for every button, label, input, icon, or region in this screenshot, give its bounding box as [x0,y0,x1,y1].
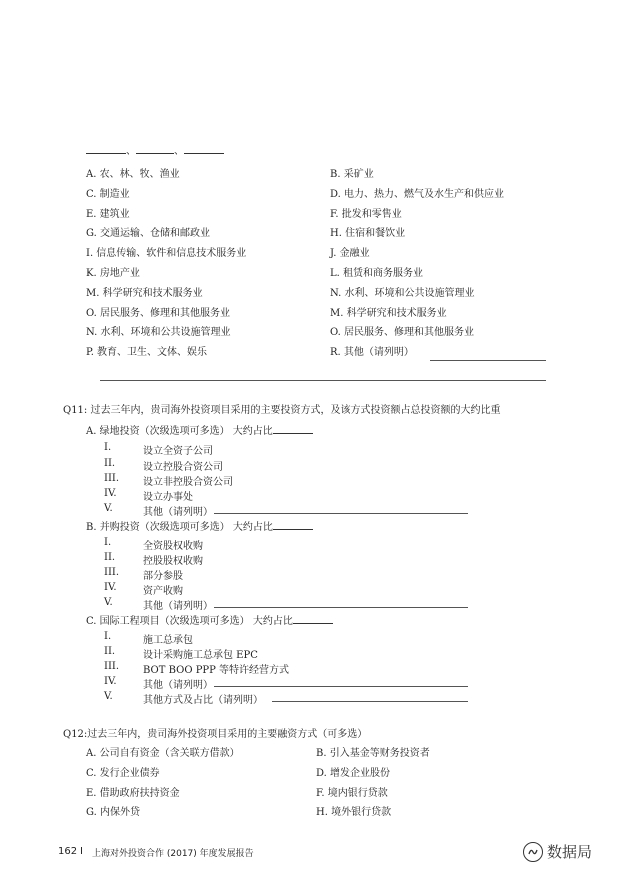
section-c-label: C. 国际工程项目（次级选项可多选） 大约占比 [86,616,293,627]
item-number: I. [104,442,112,453]
ratio-input[interactable] [273,520,313,530]
other-fill-line[interactable] [430,360,546,361]
option-item[interactable]: C. 制造业 [86,189,130,200]
sub-option[interactable]: 其他（请列明） [143,680,213,691]
watermark-text: 数据局 [547,843,593,861]
sub-option[interactable]: 设立办事处 [143,492,193,503]
sub-option[interactable]: 控股股权收购 [143,556,203,567]
option-item[interactable]: P. 教育、卫生、文体、娱乐 [86,347,208,358]
top-blank-row [86,142,224,157]
option-item[interactable]: G. 交通运输、仓储和邮政业 [86,228,210,239]
q12-option[interactable]: H. 境外银行贷款 [316,807,392,818]
q12-option[interactable]: D. 增发企业股份 [316,768,391,779]
item-number: III. [104,661,120,672]
item-number: V. [104,597,113,608]
sub-option[interactable]: 施工总承包 [143,635,193,646]
ratio-input[interactable] [273,424,313,434]
page-number: 162 [58,846,78,857]
sub-option[interactable]: 设立控股合资公司 [143,462,223,473]
option-item[interactable]: A. 农、林、牧、渔业 [86,169,180,180]
option-item[interactable]: I. 信息传输、软件和信息技术服务业 [86,248,247,259]
item-number: V. [104,503,113,514]
q11-title: Q11: 过去三年内，贵司海外投资项目采用的主要投资方式，及该方式投资额占总投资额的大约比重 [63,405,501,416]
sub-option[interactable]: BOT BOO PPP 等特许经营方式 [143,665,290,676]
item-number: I. [104,537,112,548]
sub-option[interactable]: 设立全资子公司 [143,446,213,457]
q12-option[interactable]: B. 引入基金等财务投资者 [316,748,430,759]
other-fill-line[interactable] [214,686,468,687]
option-item[interactable]: M. 科学研究和技术服务业 [330,308,447,319]
blank-3[interactable] [184,144,224,154]
option-item[interactable]: R. 其他（请列明） [330,347,414,358]
option-item[interactable]: M. 科学研究和技术服务业 [86,288,203,299]
option-item[interactable]: E. 建筑业 [86,209,130,220]
q12-option[interactable]: G. 内保外贷 [86,807,140,818]
footer-separator: I [80,846,83,857]
item-number: III. [104,567,120,578]
q12-option[interactable]: F. 境内银行贷款 [316,788,388,799]
q11-section-c [86,612,333,627]
option-item[interactable]: B. 采矿业 [330,169,374,180]
q12-option[interactable]: E. 借助政府扶持资金 [86,788,180,799]
option-item[interactable]: N. 水利、环境和公共设施管理业 [86,327,231,338]
report-title: 上海对外投资合作 (2017) 年度发展报告 [92,849,254,859]
q11-section-a [86,422,313,437]
sub-option[interactable]: 部分参股 [143,571,183,582]
item-number: IV. [104,676,117,687]
item-number: II. [104,552,116,563]
sub-option[interactable]: 其他（请列明） [143,601,213,612]
q11-section-b [86,518,313,533]
other-fill-line-long[interactable] [100,380,546,381]
q12-option[interactable]: A. 公司自有资金（含关联方借款） [86,748,240,759]
q12-option[interactable]: C. 发行企业债券 [86,768,160,779]
section-a-label: A. 绿地投资（次级选项可多选） 大约占比 [86,426,273,437]
blank-1[interactable] [86,144,126,154]
option-item[interactable]: O. 居民服务、修理和其他服务业 [86,308,230,319]
blank-separator: 、 [126,146,136,157]
option-item[interactable]: O. 居民服务、修理和其他服务业 [330,327,474,338]
option-item[interactable]: D. 电力、热力、燃气及水生产和供应业 [330,189,505,200]
wechat-logo-icon [523,842,543,862]
item-number: II. [104,646,116,657]
option-item[interactable]: N. 水利、环境和公共设施管理业 [330,288,475,299]
item-number: I. [104,631,112,642]
other-fill-line[interactable] [214,607,468,608]
item-number: III. [104,473,120,484]
option-item[interactable]: L. 租赁和商务服务业 [330,268,423,279]
section-b-label: B. 并购投资（次级选项可多选） 大约占比 [86,522,273,533]
option-item[interactable]: J. 金融业 [330,248,370,259]
sub-option[interactable]: 资产收购 [143,586,183,597]
option-item[interactable]: H. 住宿和餐饮业 [330,228,406,239]
option-item[interactable]: K. 房地产业 [86,268,140,279]
option-item[interactable]: F. 批发和零售业 [330,209,402,220]
item-number: V. [104,691,113,702]
item-number: II. [104,458,116,469]
sub-option[interactable]: 其他方式及占比（请列明） [143,695,263,706]
item-number: IV. [104,582,117,593]
ratio-input[interactable] [293,614,333,624]
sub-option[interactable]: 设立非控股合资公司 [143,477,233,488]
item-number: IV. [104,488,117,499]
blank-2[interactable] [136,144,174,154]
sub-option[interactable]: 设计采购施工总承包 EPC [143,650,258,661]
other-fill-line[interactable] [214,513,468,514]
q12-title: Q12:过去三年内，贵司海外投资项目采用的主要融资方式（可多选） [63,729,368,740]
sub-option[interactable]: 其他（请列明） [143,507,213,518]
blank-separator: 、 [174,146,184,157]
sub-option[interactable]: 全资股权收购 [143,541,203,552]
other-fill-line[interactable] [272,701,468,702]
